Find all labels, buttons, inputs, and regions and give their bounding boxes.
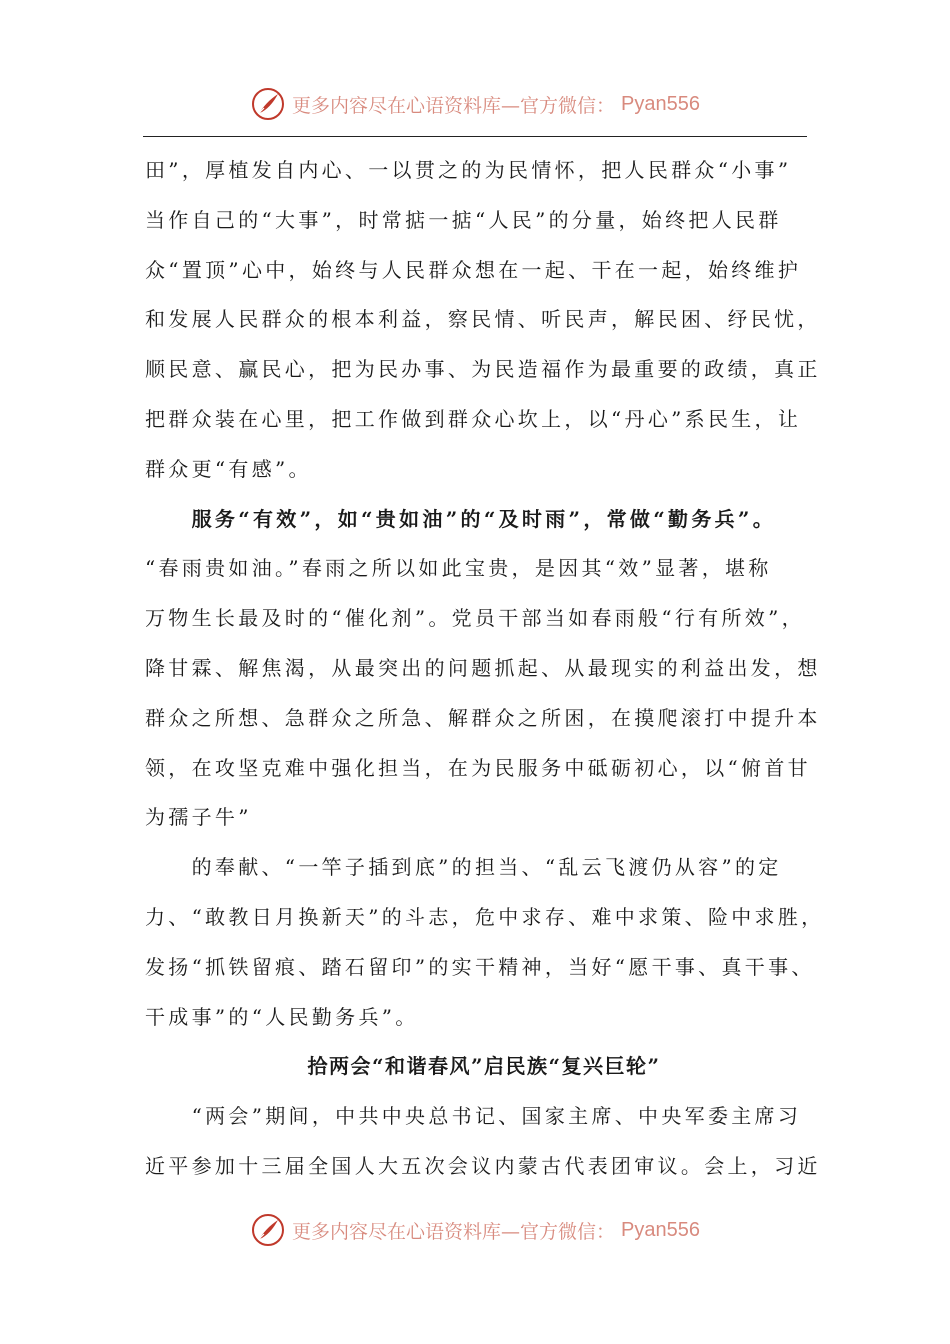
watermark-banner-top [0,82,950,126]
body-line: 当作自己的“大事”，时常掂一掂“人民”的分量，始终把人民群 [145,207,782,232]
watermark-banner-bottom [0,1208,950,1252]
body-line: 的奉献、“一竿子插到底”的担当、“乱云飞渡仍从容”的定 [145,855,782,880]
body-line: 近平参加十三届全国人大五次会议内蒙古代表团审议。会上，习近 [145,1153,821,1178]
body-line: 田”，厚植发自内心、一以贯之的为民情怀，把人民群众“小事” [145,158,792,182]
body-line: 众“置顶”心中，始终与人民群众想在一起、干在一起，始终维护 [145,257,802,282]
section-heading: 服务“有效”，如“贵如油”的“及时雨”，常做“勤务兵”。 [145,506,777,531]
header-rule [143,136,807,137]
watermark-account: Pyan556 [621,92,700,115]
body-line: 群众之所想、急群众之所急、解群众之所困，在摸爬滚打中提升本 [145,705,821,730]
body-line: 把群众装在心里，把工作做到群众心坎上，以“丹心”系民生，让 [145,406,802,431]
article-title: 拾两会“和谐春风”启民族“复兴巨轮” [307,1054,661,1079]
body-line: “春雨贵如油。”春雨之所以如此宝贵，是因其“效”显著，堪称 [145,556,772,581]
watermark-account: Pyan556 [621,1218,700,1241]
document-body [145,146,823,1192]
body-line: 万物生长最及时的“催化剂”。党员干部当如春雨般“行有所效”， [145,606,805,631]
body-line: 力、“敢教日月换新天”的斗志，危中求存、难中求策、险中求胜， [145,904,825,929]
body-line: 为孺子牛” [145,805,252,830]
quill-logo-icon [250,86,286,122]
body-line: “两会”期间，中共中央总书记、国家主席、中央军委主席习 [145,1104,802,1129]
watermark-text: 更多内容尽在心语资料库—官方微信： [292,1220,616,1243]
body-line: 领，在攻坚克难中强化担当，在为民服务中砥砺初心，以“俯首甘 [145,755,811,780]
body-line: 和发展人民群众的根本利益，察民情、听民声，解民困、纾民忧， [145,307,821,332]
watermark-text: 更多内容尽在心语资料库—官方微信： [292,94,616,117]
body-line: 降甘霖、解焦渴，从最突出的问题抓起、从最现实的利益出发，想 [145,655,821,680]
body-line: 顺民意、赢民心，把为民办事、为民造福作为最重要的政绩，真正 [145,357,821,382]
body-line: 群众更“有感”。 [145,456,312,481]
body-line: 干成事”的“人民勤务兵”。 [145,1004,419,1029]
body-line: 发扬“抓铁留痕、踏石留印”的实干精神，当好“愿干事、真干事、 [145,954,815,979]
quill-logo-icon [250,1212,286,1248]
